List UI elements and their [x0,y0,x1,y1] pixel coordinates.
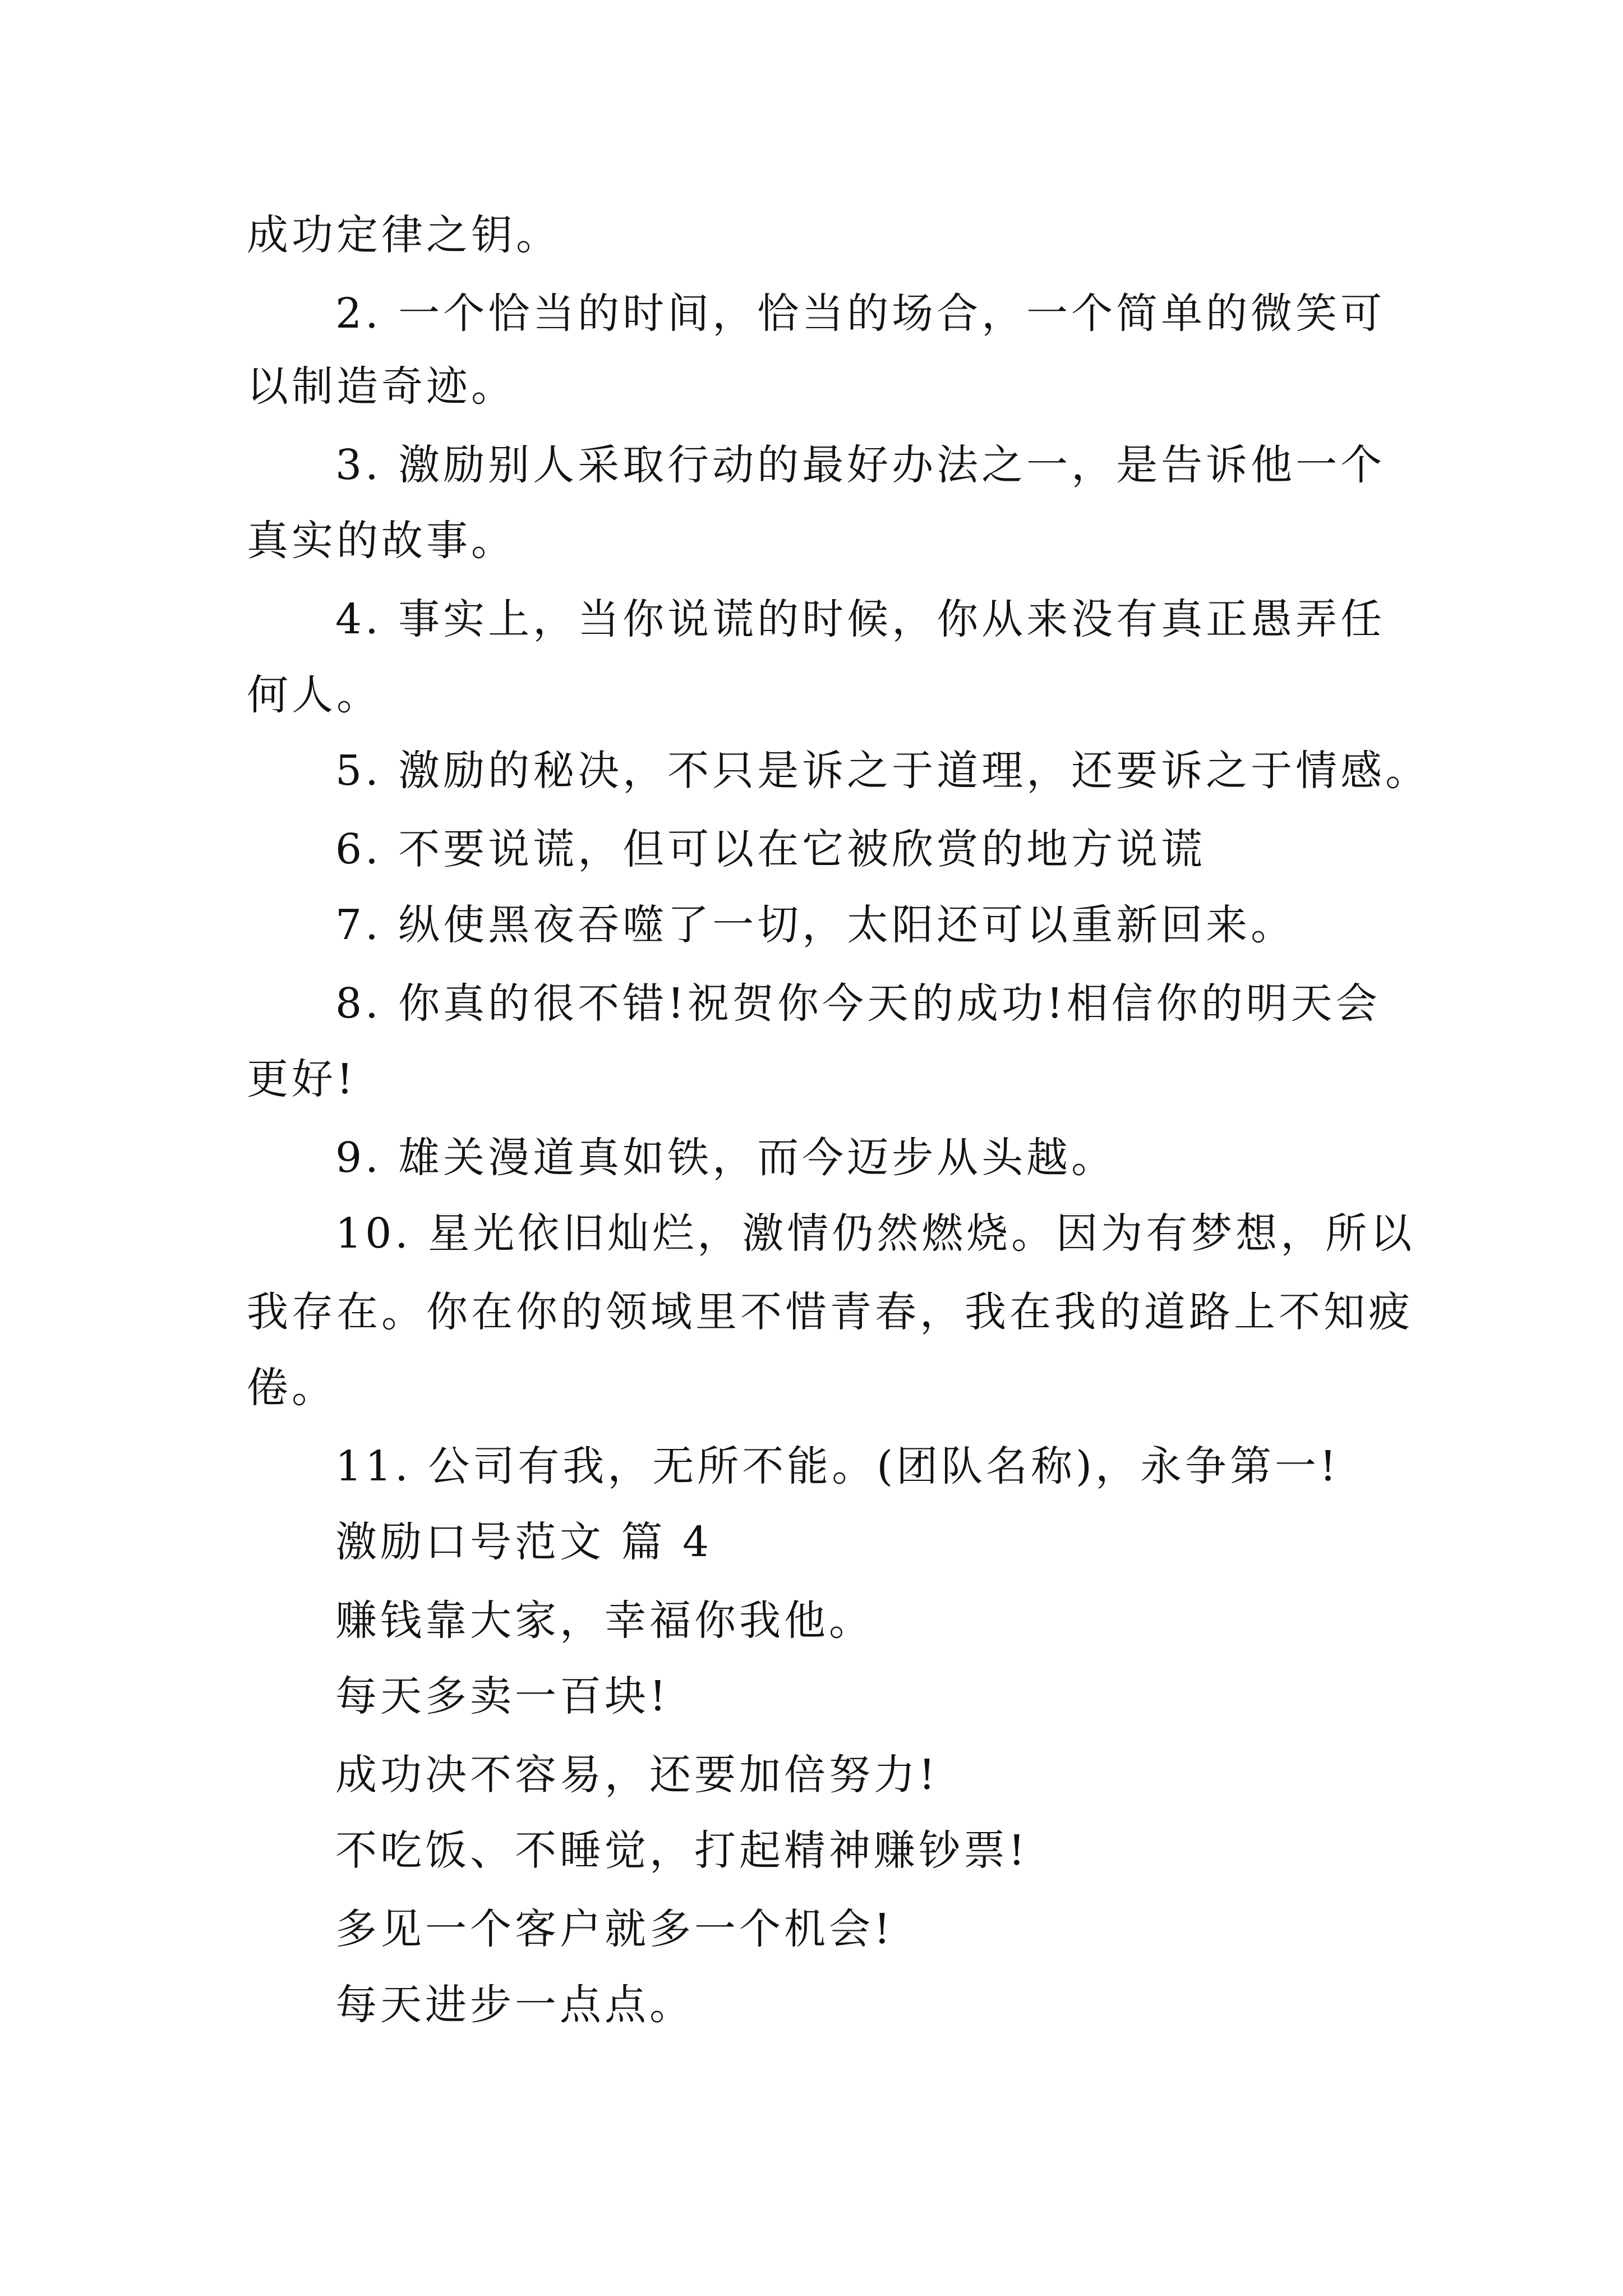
list-item-2-line-1: 2. 一个恰当的时间，恰当的场合，一个简单的微笑可 [335,289,1386,338]
list-item-8-line-1: 8. 你真的很不错!祝贺你今天的成功!相信你的明天会 [335,979,1381,1028]
list-item-10-line-1: 10. 星光依旧灿烂，激情仍然燃烧。因为有梦想，所以 [335,1209,1415,1258]
slogan-line: 成功决不容易，还要加倍努力! [335,1751,939,1799]
list-item-10-line-3: 倦。 [247,1364,336,1412]
list-item-10-line-2: 我存在。你在你的领域里不惜青春，我在我的道路上不知疲 [247,1288,1413,1336]
list-item-5: 5. 激励的秘决，不只是诉之于道理，还要诉之于情感。 [335,747,1431,795]
slogan-line: 每天进步一点点。 [335,1981,694,2029]
slogan-line: 赚钱靠大家，幸福你我他。 [335,1596,874,1645]
list-item-4-line-2: 何人。 [247,671,381,719]
list-item-7: 7. 纵使黑夜吞噬了一切，太阳还可以重新回来。 [335,901,1296,949]
list-item-8-line-2: 更好! [247,1055,357,1103]
list-item-4-line-1: 4. 事实上，当你说谎的时候，你从来没有真正愚弄任 [335,595,1386,643]
section-heading: 激励口号范文 篇 4 [335,1518,713,1566]
list-item-6: 6. 不要说谎，但可以在它被欣赏的地方说谎 [335,825,1206,873]
list-item-3-line-2: 真实的故事。 [247,517,516,565]
slogan-line: 多见一个客户就多一个机会! [335,1905,894,1953]
text-line: 成功定律之钥。 [247,211,561,259]
slogan-line: 每天多卖一百块! [335,1672,670,1720]
list-item-3-line-1: 3. 激励别人采取行动的最好办法之一，是告诉他一个 [335,441,1386,489]
list-item-9: 9. 雄关漫道真如铁，而今迈步从头越。 [335,1134,1117,1182]
list-item-11: 11. 公司有我，无所不能。(团队名称)，永争第一! [335,1442,1340,1490]
slogan-line: 不吃饭、不睡觉，打起精神赚钞票! [335,1826,1029,1875]
list-item-2-line-2: 以制造奇迹。 [247,362,516,411]
